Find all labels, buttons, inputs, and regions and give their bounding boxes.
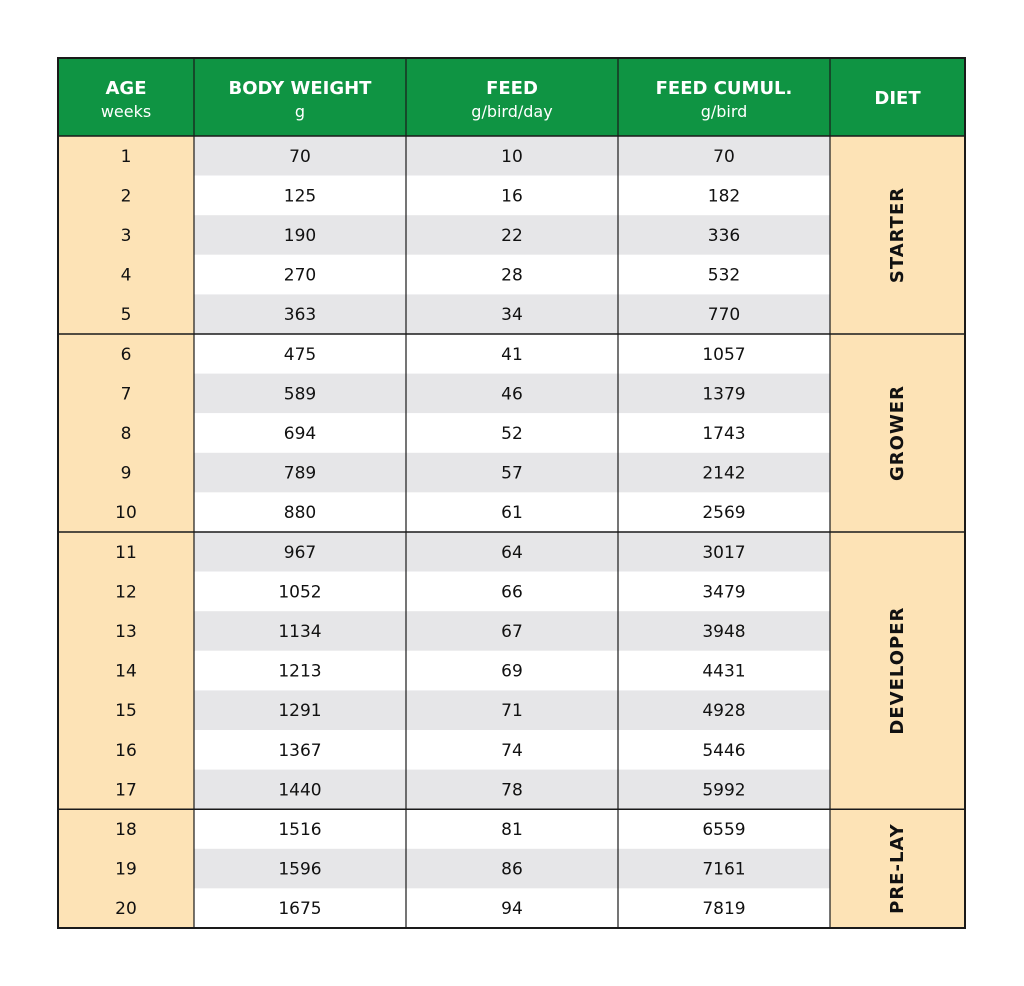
cell-body-weight: 270 bbox=[283, 265, 317, 286]
cell-feed-cumul: 3948 bbox=[702, 622, 746, 642]
cell-feed: 74 bbox=[501, 740, 523, 761]
cell-feed-cumul: 3479 bbox=[702, 582, 746, 603]
cell-feed-cumul: 4431 bbox=[702, 661, 746, 682]
cell-feed: 16 bbox=[501, 186, 523, 207]
cell-body-weight: 789 bbox=[283, 463, 317, 484]
cell-feed: 67 bbox=[501, 622, 523, 642]
cell-feed: 78 bbox=[501, 780, 523, 801]
cell-age: 12 bbox=[115, 582, 137, 603]
cell-age: 3 bbox=[120, 226, 132, 246]
table-row bbox=[115, 532, 830, 572]
table-row bbox=[115, 611, 830, 651]
table-row bbox=[121, 136, 830, 176]
cell-age: 4 bbox=[120, 265, 132, 286]
cell-body-weight: 1291 bbox=[278, 701, 322, 722]
cell-feed: 69 bbox=[501, 661, 523, 682]
header-label: BODY WEIGHT bbox=[228, 78, 372, 99]
cell-feed: 34 bbox=[501, 305, 523, 326]
header-unit: g/bird bbox=[700, 102, 748, 121]
cell-feed: 28 bbox=[501, 265, 523, 286]
cell-body-weight: 880 bbox=[283, 503, 317, 524]
cell-age: 9 bbox=[120, 463, 132, 484]
cell-feed: 81 bbox=[501, 820, 523, 840]
cell-feed-cumul: 6559 bbox=[702, 820, 746, 840]
table-row bbox=[121, 215, 830, 255]
cell-age: 16 bbox=[115, 740, 137, 761]
table-row bbox=[121, 334, 830, 374]
cell-body-weight: 694 bbox=[283, 424, 317, 444]
cell-feed: 64 bbox=[501, 542, 523, 563]
cell-body-weight: 1134 bbox=[278, 622, 322, 642]
header-unit: g bbox=[294, 102, 306, 121]
header-label: FEED bbox=[486, 78, 538, 99]
cell-feed: 86 bbox=[501, 859, 523, 880]
table-row bbox=[115, 809, 830, 849]
cell-feed-cumul: 1743 bbox=[702, 424, 746, 444]
cell-feed-cumul: 7161 bbox=[702, 859, 746, 880]
cell-age: 8 bbox=[120, 424, 132, 444]
cell-age: 14 bbox=[115, 661, 137, 682]
cell-feed: 10 bbox=[501, 146, 523, 167]
cell-age: 13 bbox=[115, 622, 137, 642]
diet-label: GROWER bbox=[887, 385, 908, 481]
cell-body-weight: 1367 bbox=[278, 740, 322, 761]
cell-body-weight: 125 bbox=[283, 186, 317, 207]
cell-feed: 57 bbox=[501, 463, 523, 484]
cell-feed: 41 bbox=[501, 344, 523, 365]
table-row bbox=[115, 888, 830, 928]
diet-label: DEVELOPER bbox=[887, 606, 908, 735]
cell-feed-cumul: 532 bbox=[707, 265, 741, 286]
cell-feed-cumul: 336 bbox=[707, 226, 741, 246]
cell-feed-cumul: 3017 bbox=[702, 542, 746, 563]
table-row bbox=[121, 453, 830, 493]
header-label: FEED CUMUL. bbox=[655, 78, 793, 99]
table-row bbox=[115, 849, 830, 889]
table-row bbox=[115, 492, 830, 532]
cell-age: 6 bbox=[120, 344, 132, 365]
cell-feed: 46 bbox=[501, 384, 523, 405]
cell-feed: 66 bbox=[501, 582, 523, 603]
cell-body-weight: 190 bbox=[283, 226, 317, 246]
cell-feed-cumul: 182 bbox=[707, 186, 741, 207]
cell-body-weight: 70 bbox=[289, 146, 311, 167]
diet-label: STARTER bbox=[887, 186, 908, 284]
table-row bbox=[121, 176, 830, 216]
cell-age: 2 bbox=[120, 186, 132, 207]
cell-body-weight: 1052 bbox=[278, 582, 322, 603]
header-unit: g/bird/day bbox=[471, 102, 553, 121]
cell-age: 5 bbox=[120, 305, 132, 326]
cell-age: 17 bbox=[115, 780, 137, 801]
cell-age: 20 bbox=[115, 899, 137, 920]
cell-body-weight: 967 bbox=[283, 542, 317, 563]
cell-feed: 94 bbox=[501, 899, 523, 920]
header-label: DIET bbox=[874, 88, 921, 109]
cell-age: 10 bbox=[115, 503, 137, 524]
cell-age: 11 bbox=[115, 542, 137, 563]
table-row bbox=[115, 572, 830, 612]
cell-age: 18 bbox=[115, 820, 137, 840]
table-row bbox=[121, 294, 830, 334]
cell-body-weight: 475 bbox=[283, 344, 317, 365]
cell-feed-cumul: 770 bbox=[707, 305, 741, 326]
cell-age: 1 bbox=[120, 146, 132, 167]
table-row bbox=[121, 374, 830, 414]
table-row bbox=[115, 730, 830, 770]
cell-feed-cumul: 7819 bbox=[702, 899, 746, 920]
cell-body-weight: 1596 bbox=[278, 859, 322, 880]
cell-body-weight: 363 bbox=[283, 305, 317, 326]
cell-feed-cumul: 4928 bbox=[702, 701, 746, 722]
cell-feed: 22 bbox=[501, 226, 523, 246]
cell-feed-cumul: 1379 bbox=[702, 384, 746, 405]
table-row bbox=[121, 413, 830, 453]
cell-feed-cumul: 2142 bbox=[702, 463, 746, 484]
table-row bbox=[115, 651, 830, 691]
table-row bbox=[115, 690, 830, 730]
cell-body-weight: 589 bbox=[283, 384, 317, 405]
cell-age: 15 bbox=[115, 701, 137, 722]
header-label: AGE bbox=[105, 78, 147, 99]
cell-age: 7 bbox=[120, 384, 132, 405]
diet-label: PRE-LAY bbox=[887, 823, 908, 914]
cell-feed-cumul: 2569 bbox=[702, 503, 746, 524]
cell-feed: 71 bbox=[501, 701, 523, 722]
cell-body-weight: 1440 bbox=[278, 780, 322, 801]
cell-feed-cumul: 70 bbox=[713, 146, 735, 167]
header-unit: weeks bbox=[100, 102, 152, 121]
table-row bbox=[121, 255, 830, 295]
cell-feed: 61 bbox=[501, 503, 523, 524]
cell-body-weight: 1516 bbox=[278, 820, 322, 840]
cell-feed-cumul: 5992 bbox=[702, 780, 746, 801]
cell-feed: 52 bbox=[501, 424, 523, 444]
table-row bbox=[115, 770, 830, 810]
cell-age: 19 bbox=[115, 859, 137, 880]
cell-feed-cumul: 5446 bbox=[702, 740, 746, 761]
cell-body-weight: 1675 bbox=[278, 899, 322, 920]
cell-body-weight: 1213 bbox=[278, 661, 322, 682]
cell-feed-cumul: 1057 bbox=[702, 344, 746, 365]
